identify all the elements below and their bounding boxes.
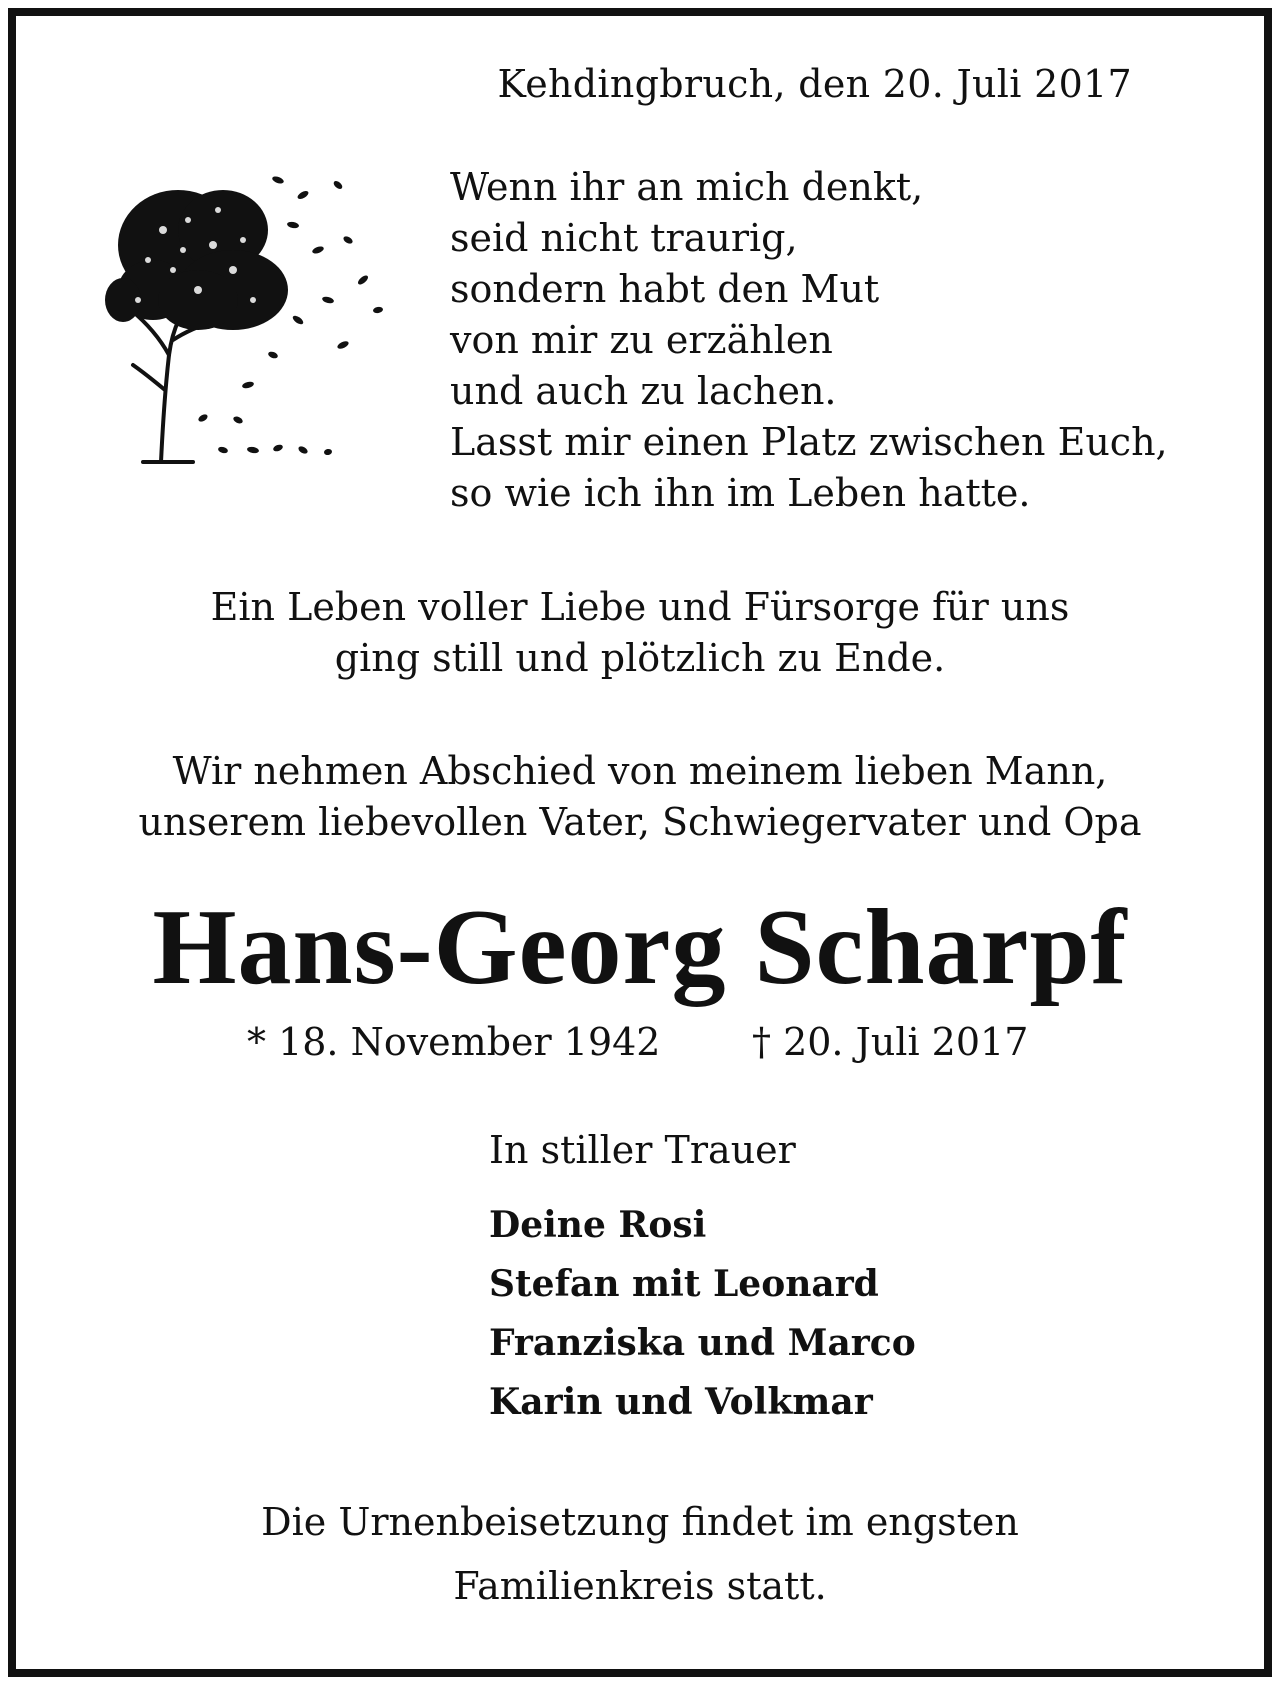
place-date: Kehdingbruch, den 20. Juli 2017 [497, 62, 1132, 106]
burial-line: Familienkreis statt. [453, 1564, 827, 1608]
mourner-list [489, 1196, 916, 1432]
mourner-name: Deine Rosi [489, 1204, 707, 1246]
mourner-name: Franziska und Marco [489, 1322, 916, 1364]
mourner-name: Karin und Volkmar [489, 1381, 873, 1423]
poem-line: seid nicht traurig, [450, 216, 798, 260]
poem-line: so wie ich ihn im Leben hatte. [450, 471, 1031, 515]
poem-line: Lasst mir einen Platz zwischen Euch, [450, 420, 1168, 464]
mourning-heading: In stiller Trauer [489, 1128, 796, 1172]
deceased-name: Hans-Georg Scharpf [152, 888, 1128, 1007]
poem-line: von mir zu erzählen [450, 318, 833, 362]
poem-line: und auch zu lachen. [450, 369, 837, 413]
poem-line: Wenn ihr an mich denkt, [450, 165, 924, 209]
tree-icon [103, 150, 403, 470]
death-date: † 20. Juli 2017 [752, 1020, 1029, 1064]
farewell-line: unserem liebevollen Vater, Schwiegervater und Opa [138, 800, 1142, 844]
tribute-line: Ein Leben voller Liebe und Fürsorge für uns [210, 585, 1070, 629]
mourner-name: Stefan mit Leonard [489, 1263, 879, 1305]
poem-line: sondern habt den Mut [450, 267, 880, 311]
farewell-text [0, 746, 1280, 848]
birth-date: * 18. November 1942 [247, 1020, 661, 1064]
burial-notice [0, 1490, 1280, 1618]
tribute-text [0, 582, 1280, 684]
tribute-line: ging still und plötzlich zu Ende. [334, 636, 946, 680]
farewell-line: Wir nehmen Abschied von meinem lieben Mann, [172, 749, 1108, 793]
burial-line: Die Urnenbeisetzung findet im engsten [261, 1500, 1019, 1544]
poem [450, 162, 1168, 519]
